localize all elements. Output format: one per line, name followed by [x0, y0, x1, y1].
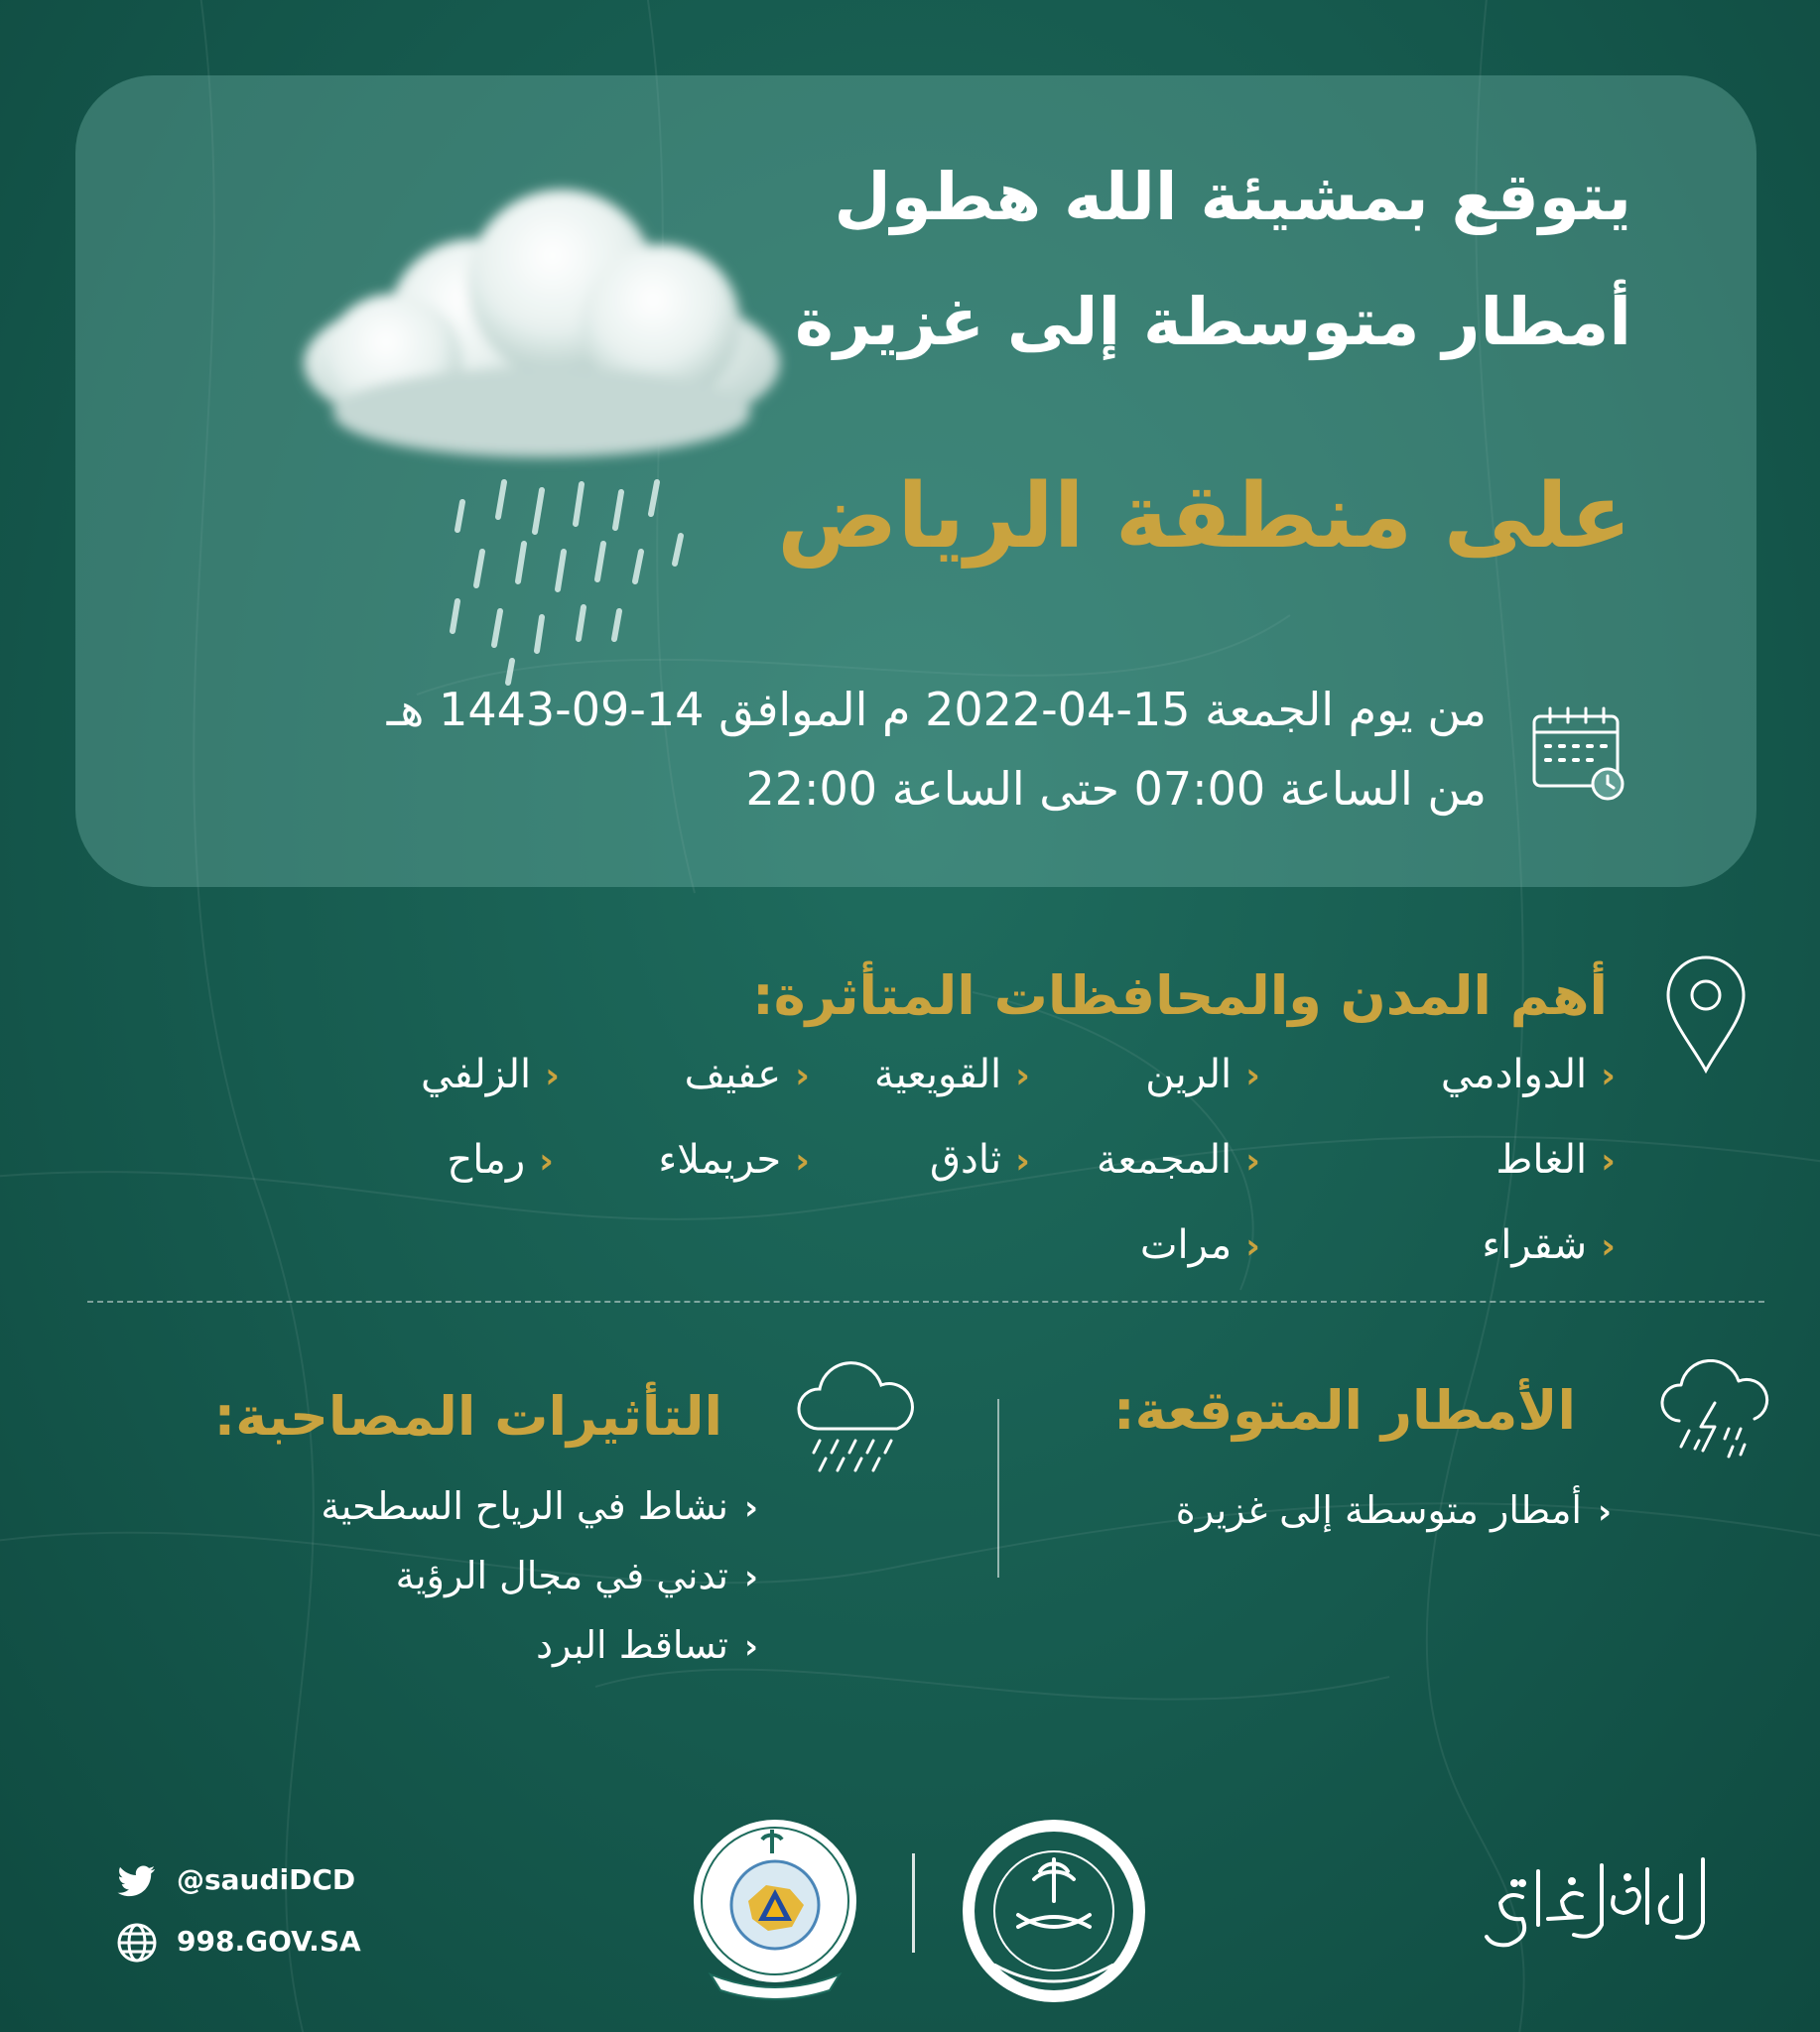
chevron-icon: ‹: [1601, 1141, 1616, 1182]
city-item: ‹مرات: [1139, 1222, 1260, 1268]
emblem-separator: [912, 1853, 915, 1953]
city-item: ‹ثادق: [929, 1137, 1030, 1183]
vertical-divider: [997, 1399, 999, 1578]
twitter-icon: [115, 1859, 159, 1903]
city-item: ‹الغاط: [1495, 1137, 1616, 1183]
calendar-clock-icon: [1528, 704, 1627, 804]
city-item: ‹رماح: [447, 1137, 554, 1183]
city-item: ‹الرين: [1145, 1052, 1260, 1097]
hero-panel: [75, 75, 1756, 887]
chevron-icon: ‹: [1015, 1141, 1030, 1182]
thunderstorm-icon: [1655, 1359, 1772, 1468]
chevron-icon: ‹: [743, 1627, 758, 1667]
rain-cloud-icon: [796, 1359, 917, 1474]
effect-item: ‹تساقط البرد: [536, 1623, 758, 1667]
date-range-text: من يوم الجمعة 15-04-2022 م الموافق 14-09-1443 هـ: [386, 683, 1487, 736]
city-item: ‹شقراء: [1482, 1222, 1616, 1268]
headline-line-1: يتوقع بمشيئة الله هطول: [834, 159, 1631, 235]
rain-cloud-icon: [244, 175, 800, 691]
city-item: ‹الزلفي: [421, 1052, 560, 1097]
chevron-icon: ‹: [1015, 1056, 1030, 1096]
ministry-of-interior-emblem: [959, 1816, 1149, 2006]
headline-line-2: أمطار متوسطة إلى غزيرة: [794, 284, 1631, 360]
location-pin-icon: [1664, 955, 1748, 1075]
city-item: ‹القويعية: [874, 1052, 1030, 1097]
chevron-icon: ‹: [1245, 1226, 1260, 1267]
chevron-icon: ‹: [795, 1141, 810, 1182]
effect-item: ‹تدني في مجال الرؤية: [395, 1554, 758, 1597]
expected-rain-title: الأمطار المتوقعة:: [1113, 1379, 1576, 1442]
chevron-icon: ‹: [1601, 1056, 1616, 1096]
chevron-icon: ‹: [545, 1056, 560, 1096]
civil-defense-emblem: [671, 1806, 879, 2004]
chevron-icon: ‹: [1601, 1226, 1616, 1267]
globe-icon: [115, 1921, 159, 1965]
city-item: ‹الدوادمي: [1440, 1052, 1616, 1097]
section-divider: [87, 1301, 1764, 1303]
city-item: ‹المجمعة: [1097, 1137, 1260, 1183]
time-range-text: من الساعة 07:00 حتى الساعة 22:00: [745, 762, 1487, 816]
website-text: 998.GOV.SA: [177, 1925, 361, 1958]
chevron-icon: ‹: [1597, 1492, 1612, 1532]
twitter-handle-text: @saudiDCD: [177, 1863, 356, 1896]
chevron-icon: ‹: [1245, 1141, 1260, 1182]
city-item: ‹عفيف: [684, 1052, 810, 1097]
chevron-icon: ‹: [743, 1558, 758, 1597]
effect-item: ‹نشاط في الرياح السطحية: [321, 1484, 758, 1528]
effects-title: التأثيرات المصاحبة:: [213, 1385, 722, 1448]
city-item: ‹حريملاء: [658, 1137, 810, 1183]
chevron-icon: ‹: [539, 1141, 554, 1182]
calligraphy-logo: [1479, 1845, 1717, 1955]
affected-cities-title: أهم المدن والمحافظات المتأثرة:: [752, 964, 1608, 1027]
expected-rain-item: ‹أمطار متوسطة إلى غزيرة: [1175, 1488, 1612, 1532]
chevron-icon: ‹: [795, 1056, 810, 1096]
region-title: على منطقة الرياض: [777, 464, 1631, 569]
chevron-icon: ‹: [743, 1488, 758, 1528]
chevron-icon: ‹: [1245, 1056, 1260, 1096]
